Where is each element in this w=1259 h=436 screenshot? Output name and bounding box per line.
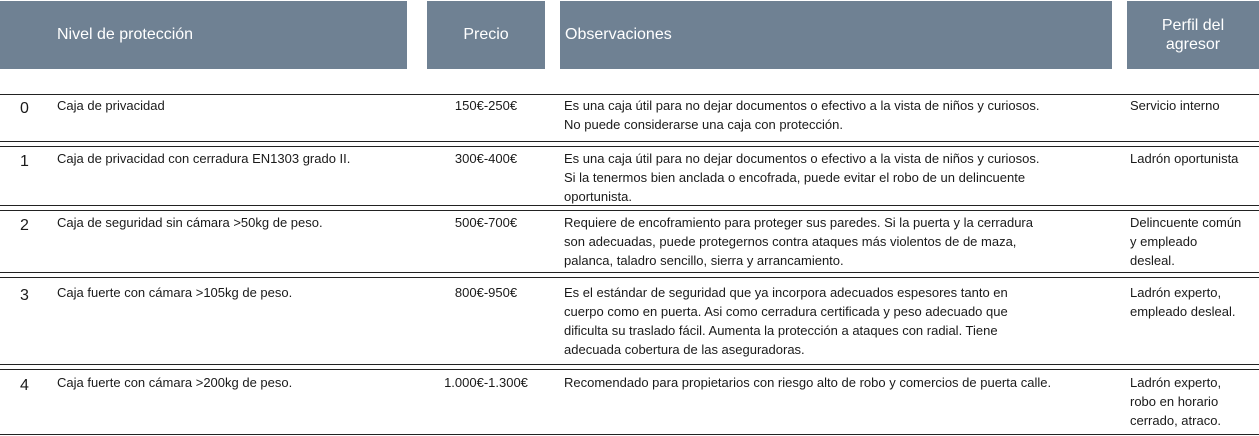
header-observaciones — [560, 1, 1112, 69]
row-number: 4 — [20, 377, 29, 394]
header-perfil — [1127, 1, 1259, 69]
perfil-cell: Ladrón experto, robo en horario cerrado, atraco. — [1130, 375, 1222, 428]
row-divider — [0, 272, 1259, 273]
row-divider — [0, 146, 1259, 147]
perfil-cell: Ladrón oportunista — [1130, 151, 1239, 166]
row-divider — [0, 277, 1259, 278]
precio-cell: 150€-250€ — [454, 98, 518, 113]
table-row — [0, 372, 1259, 434]
header-precio-label: Precio — [463, 26, 509, 43]
row-number: 2 — [20, 217, 29, 234]
header-observaciones-label: Observaciones — [565, 26, 672, 43]
perfil-cell: Ladrón experto, empleado desleal. — [1130, 285, 1236, 319]
table-row — [0, 95, 1259, 141]
perfil-cell: Delincuente común y empleado desleal. — [1130, 215, 1242, 268]
header-precio — [427, 1, 545, 69]
row-divider — [0, 369, 1259, 370]
header-nivel-label: Nivel de protección — [57, 26, 194, 43]
perfil-cell: Servicio interno — [1130, 98, 1220, 113]
nivel-cell: Caja fuerte con cámara >200kg de peso. — [57, 375, 293, 390]
nivel-cell: Caja de privacidad con cerradura EN1303 grado II. — [57, 151, 351, 166]
table-row — [0, 282, 1259, 362]
nivel-cell: Caja fuerte con cámara >105kg de peso. — [57, 285, 293, 300]
precio-cell: 1.000€-1.300€ — [444, 375, 528, 390]
row-divider — [0, 364, 1259, 365]
header-perfil-label: Perfil del agresor — [1161, 17, 1225, 53]
observaciones-cell: Es el estándar de seguridad que ya incorpora adecuados espesores tanto en cuerpo como en puerta. Asi como cerradura certificada y peso adecuado que dificulta su traslado fácil. Aumenta la protección a ataques con radial. Tiene adecuada cobertura de las aseguradoras. — [564, 285, 1008, 357]
observaciones-cell: Recomendado para propietarios con riesgo alto de robo y comercios de puerta calle. — [564, 375, 1052, 390]
precio-cell: 500€-700€ — [454, 215, 518, 230]
observaciones-cell: Requiere de encoframiento para proteger sus paredes. Si la puerta y la cerradura son adecuadas, puede protegernos contra ataques más violentos de de maza, palanca, taladro sencillo, sierra y arrancamiento. — [564, 215, 1033, 268]
observaciones-cell: Es una caja útil para no dejar documentos o efectivo a la vista de niños y curiosos. No puede considerarse una caja con protección. — [564, 98, 1040, 132]
precio-cell: 300€-400€ — [454, 151, 518, 166]
row-number: 1 — [20, 153, 29, 170]
header-nivel — [0, 1, 407, 69]
table-row — [0, 148, 1259, 205]
observaciones-cell: Es una caja útil para no dejar documentos o efectivo a la vista de niños y curiosos. Si la tenermos bien anclada o encofrada, puede evitar el robo de un delincuente oportunista. — [564, 151, 1040, 204]
nivel-cell: Caja de privacidad — [57, 98, 165, 113]
row-number: 0 — [20, 100, 29, 117]
table-row — [0, 212, 1259, 271]
nivel-cell: Caja de seguridad sin cámara >50kg de peso. — [57, 215, 323, 230]
row-divider — [0, 205, 1259, 206]
row-divider — [0, 210, 1259, 211]
row-divider — [0, 434, 1259, 435]
row-divider — [0, 141, 1259, 142]
row-number: 3 — [20, 287, 29, 304]
precio-cell: 800€-950€ — [454, 285, 518, 300]
